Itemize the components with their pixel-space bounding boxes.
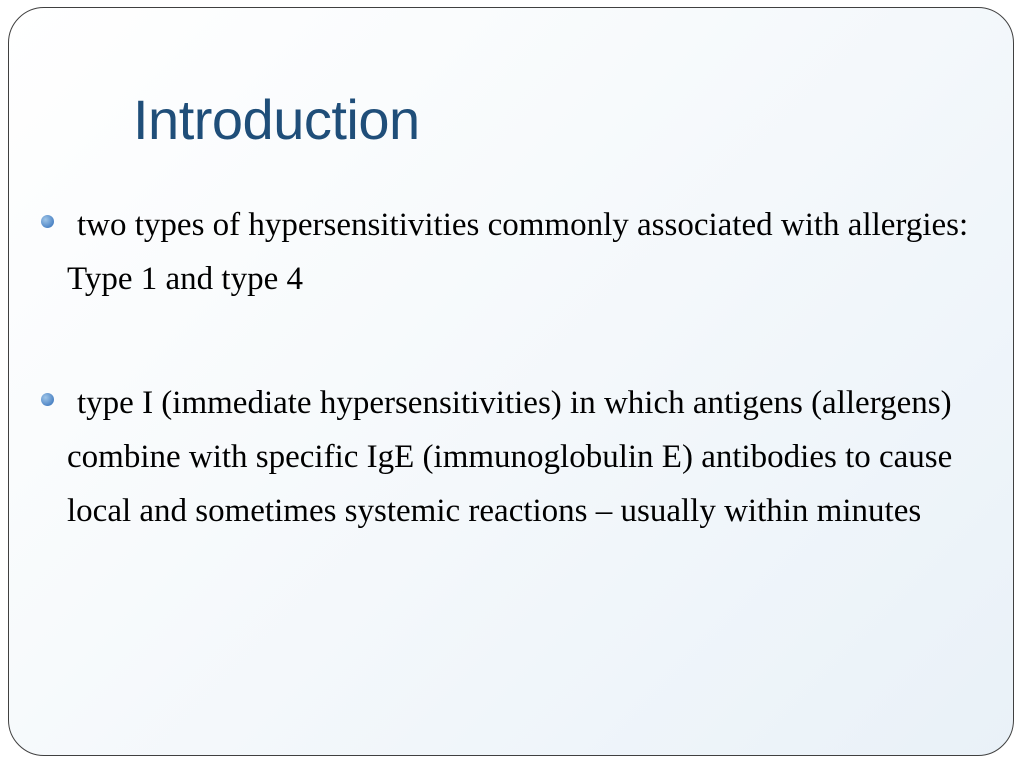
bullet-item-1 xyxy=(39,198,1024,306)
bullet-dot-icon xyxy=(41,393,54,406)
bullet-text: two types of hypersensitivities commonly associated with allergies: Type 1 and type 4 xyxy=(67,207,969,297)
slide-frame xyxy=(8,7,1014,756)
slide-title: Introduction xyxy=(133,88,420,151)
bullet-list xyxy=(39,198,1024,538)
bullet-text: type I (immediate hypersensitivities) in which antigens (allergens) combine with specific IgE (immunoglobulin E) antibodies to cause local and sometimes systemic reactions – usually within minutes xyxy=(67,385,953,529)
bullet-dot-icon xyxy=(41,215,54,228)
bullet-item-2 xyxy=(39,376,1024,538)
